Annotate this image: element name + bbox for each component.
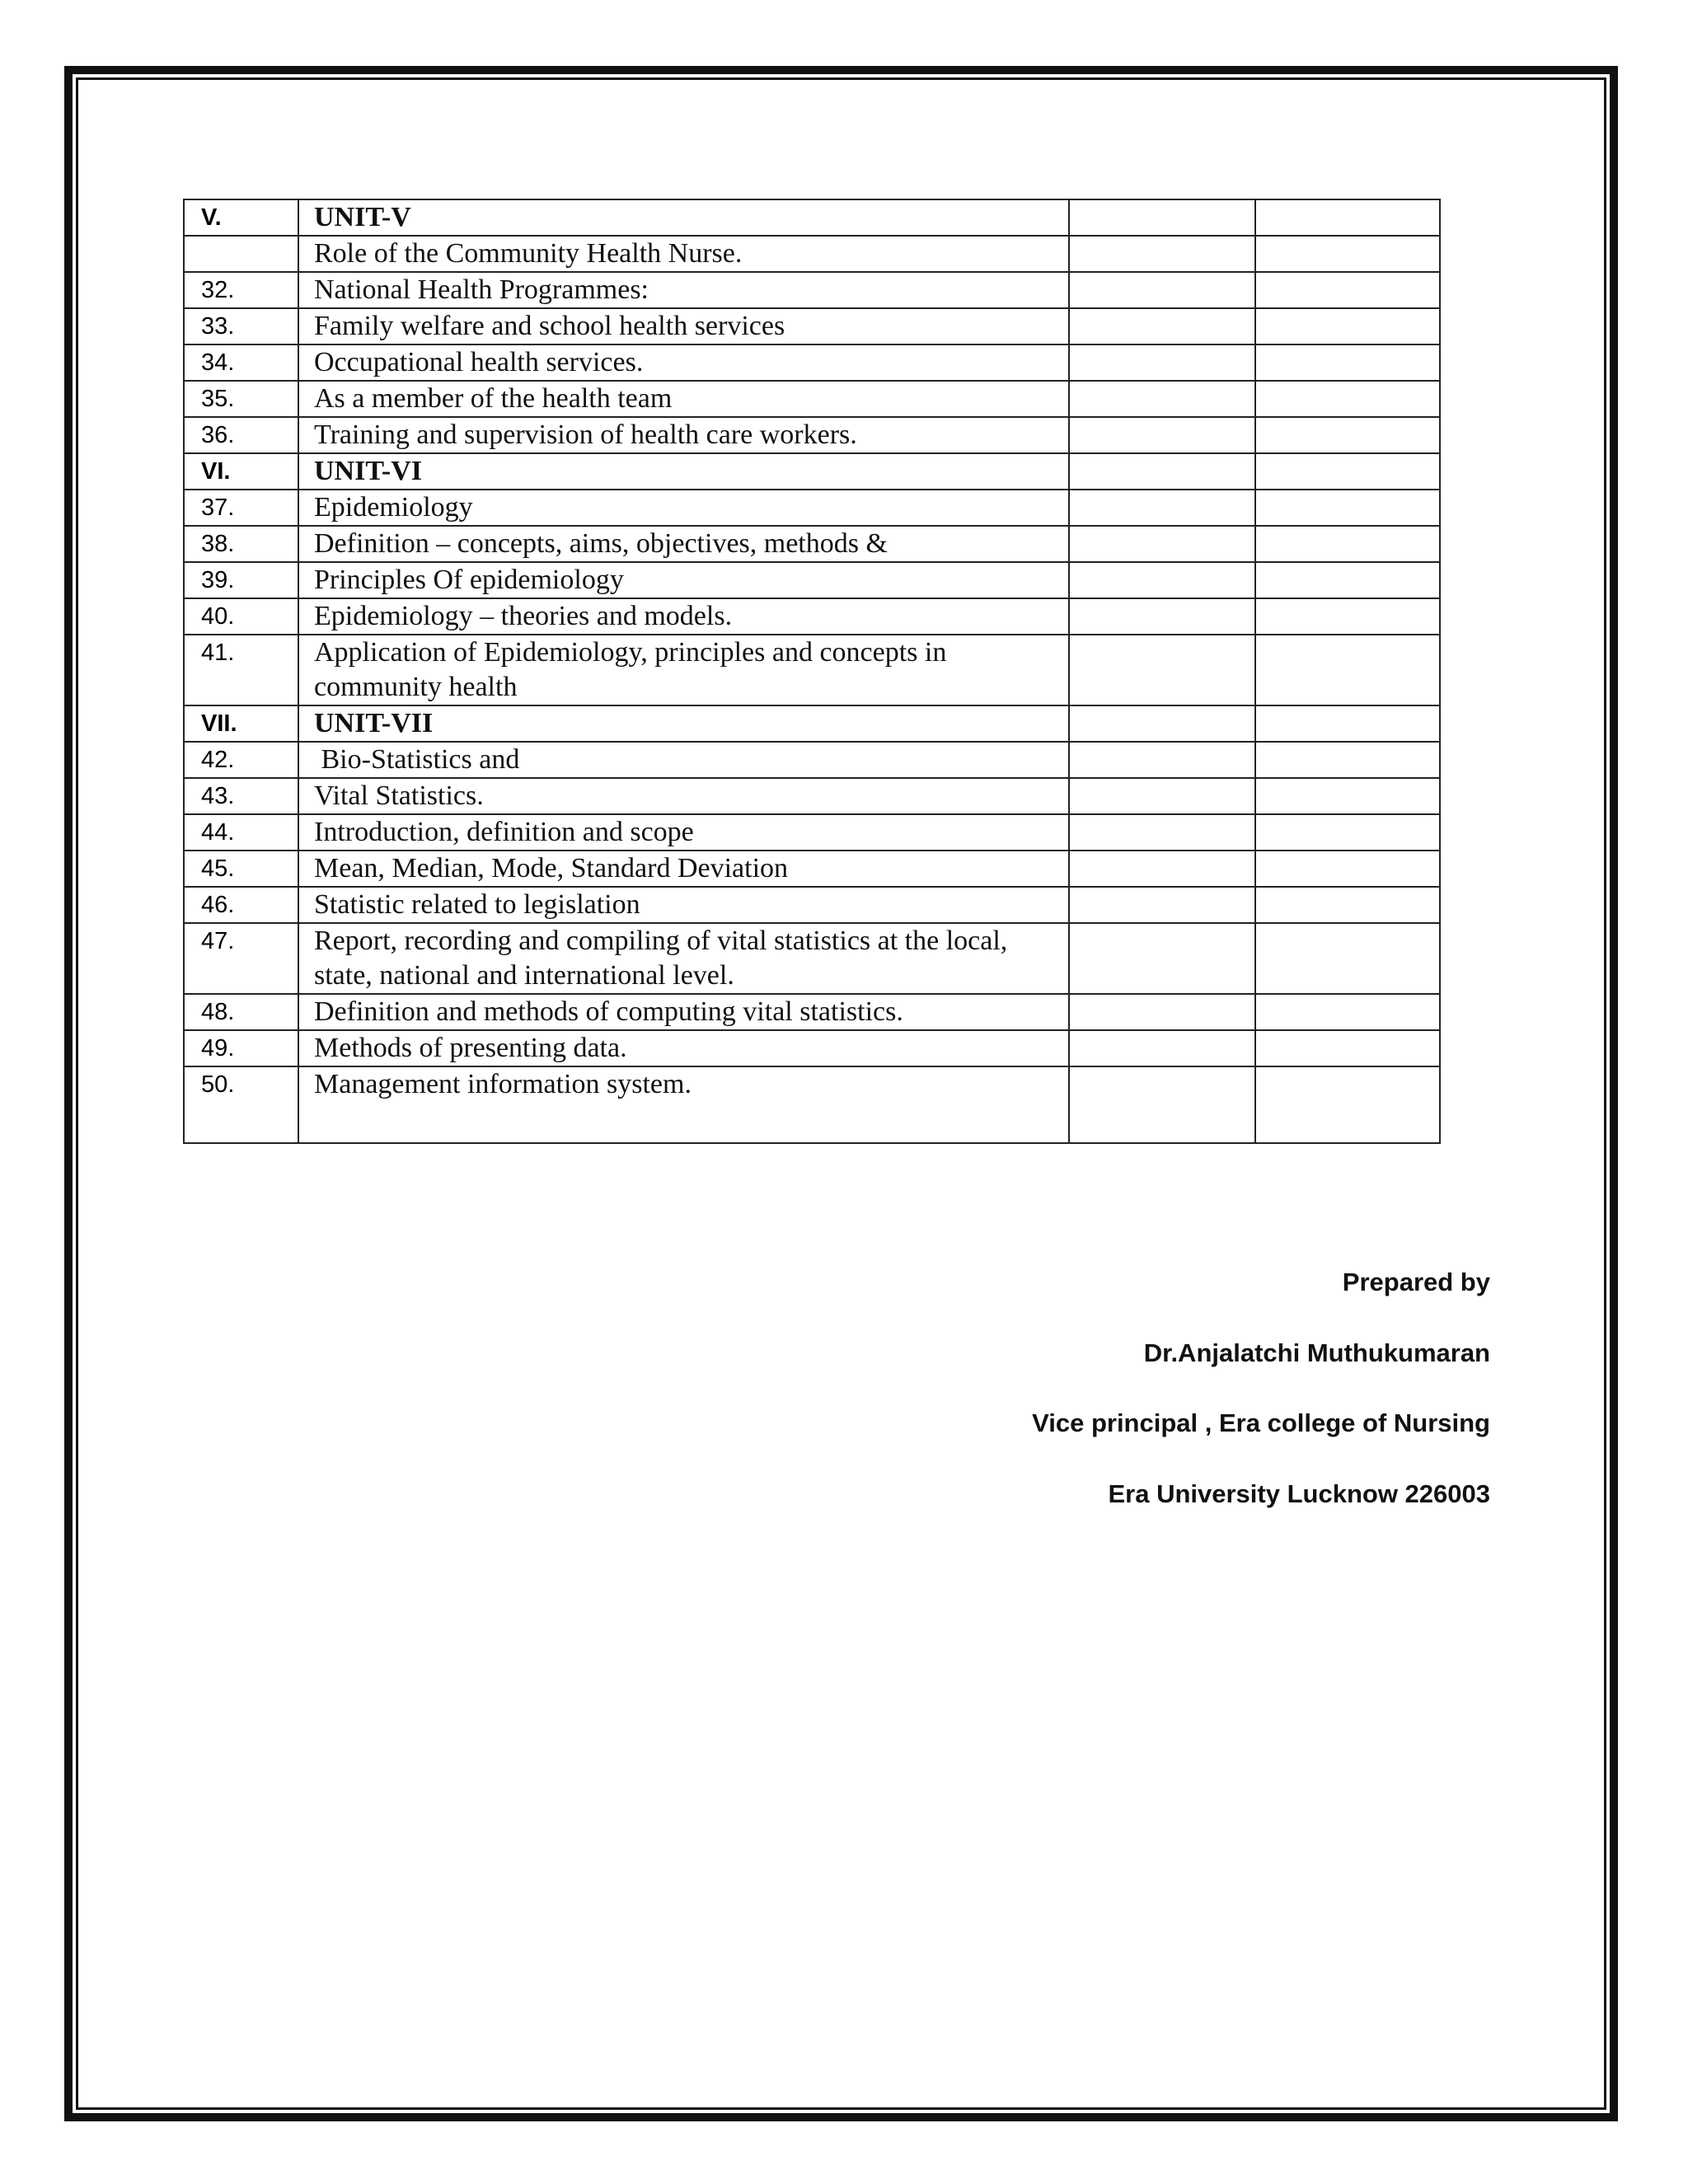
empty-cell [1255, 994, 1440, 1030]
empty-cell [1255, 814, 1440, 851]
empty-cell [1069, 635, 1255, 705]
table-row [184, 814, 1440, 851]
empty-cell [1069, 1030, 1255, 1066]
table-row [184, 490, 1440, 526]
prepared-by-label: Prepared by [1342, 1268, 1490, 1296]
topic-text: Methods of presenting data. [298, 1030, 1069, 1066]
table-row [184, 705, 1440, 742]
syllabus-table [183, 199, 1441, 1144]
table-row [184, 778, 1440, 814]
row-number: 38. [184, 526, 298, 562]
topic-text: Role of the Community Health Nurse. [298, 236, 1069, 272]
empty-cell [1255, 887, 1440, 923]
topic-text: Training and supervision of health care workers. [298, 417, 1069, 453]
empty-cell [1255, 923, 1440, 994]
empty-cell [1255, 308, 1440, 344]
empty-cell [1255, 490, 1440, 526]
topic-text: Introduction, definition and scope [298, 814, 1069, 851]
empty-cell [1255, 381, 1440, 417]
unit-heading: UNIT-V [298, 199, 1069, 236]
empty-cell [1255, 1066, 1440, 1143]
empty-cell [1255, 705, 1440, 742]
row-number: 35. [184, 381, 298, 417]
topic-text: Vital Statistics. [298, 778, 1069, 814]
empty-cell [1069, 526, 1255, 562]
table-row [184, 1066, 1440, 1143]
row-number: VII. [184, 705, 298, 742]
topic-text: As a member of the health team [298, 381, 1069, 417]
table-row [184, 1030, 1440, 1066]
row-number: 40. [184, 598, 298, 635]
topic-text: Report, recording and compiling of vital statistics at the local, state, national and international level. [298, 923, 1069, 994]
row-number: 47. [184, 923, 298, 994]
topic-text: Definition and methods of computing vital statistics. [298, 994, 1069, 1030]
author-address: Era University Lucknow 226003 [1108, 1479, 1490, 1508]
empty-cell [1069, 199, 1255, 236]
table-row [184, 272, 1440, 308]
row-number: 36. [184, 417, 298, 453]
empty-cell [1069, 814, 1255, 851]
unit-heading: UNIT-VII [298, 705, 1069, 742]
empty-cell [1069, 778, 1255, 814]
row-number: 43. [184, 778, 298, 814]
table-row [184, 887, 1440, 923]
empty-cell [1069, 272, 1255, 308]
table-row [184, 923, 1440, 994]
topic-text: Statistic related to legislation [298, 887, 1069, 923]
empty-cell [1255, 742, 1440, 778]
empty-cell [1255, 598, 1440, 635]
empty-cell [1069, 742, 1255, 778]
empty-cell [1069, 923, 1255, 994]
table-row [184, 562, 1440, 598]
empty-cell [1255, 236, 1440, 272]
empty-cell [1069, 994, 1255, 1030]
empty-cell [1255, 526, 1440, 562]
row-number: 45. [184, 851, 298, 887]
table-row [184, 994, 1440, 1030]
row-number: V. [184, 199, 298, 236]
empty-cell [1069, 236, 1255, 272]
topic-text: Epidemiology – theories and models. [298, 598, 1069, 635]
topic-text: National Health Programmes: [298, 272, 1069, 308]
empty-cell [1069, 490, 1255, 526]
empty-cell [1069, 705, 1255, 742]
empty-cell [1255, 851, 1440, 887]
author-position: Vice principal , Era college of Nursing [1032, 1408, 1490, 1437]
empty-cell [1069, 381, 1255, 417]
empty-cell [1069, 417, 1255, 453]
topic-text: Principles Of epidemiology [298, 562, 1069, 598]
empty-cell [1069, 562, 1255, 598]
row-number: 46. [184, 887, 298, 923]
table-row [184, 598, 1440, 635]
row-number: 34. [184, 344, 298, 381]
empty-cell [1255, 778, 1440, 814]
topic-text: Application of Epidemiology, principles and concepts in community health [298, 635, 1069, 705]
empty-cell [1255, 453, 1440, 490]
empty-cell [1069, 1066, 1255, 1143]
topic-text: Bio-Statistics and [298, 742, 1069, 778]
row-number: 44. [184, 814, 298, 851]
empty-cell [1255, 562, 1440, 598]
empty-cell [1255, 1030, 1440, 1066]
table-row [184, 635, 1440, 705]
row-number: 41. [184, 635, 298, 705]
empty-cell [1255, 635, 1440, 705]
row-number: 50. [184, 1066, 298, 1143]
table-row [184, 417, 1440, 453]
table-row [184, 526, 1440, 562]
empty-cell [1069, 344, 1255, 381]
row-number [184, 236, 298, 272]
topic-text: Mean, Median, Mode, Standard Deviation [298, 851, 1069, 887]
empty-cell [1069, 598, 1255, 635]
table-row [184, 344, 1440, 381]
unit-heading: UNIT-VI [298, 453, 1069, 490]
row-number: 37. [184, 490, 298, 526]
empty-cell [1255, 199, 1440, 236]
empty-cell [1255, 344, 1440, 381]
table-row [184, 199, 1440, 236]
empty-cell [1255, 417, 1440, 453]
table-row [184, 236, 1440, 272]
empty-cell [1069, 308, 1255, 344]
table-row [184, 851, 1440, 887]
topic-text: Occupational health services. [298, 344, 1069, 381]
row-number: 33. [184, 308, 298, 344]
row-number: 48. [184, 994, 298, 1030]
table-row [184, 381, 1440, 417]
topic-text: Epidemiology [298, 490, 1069, 526]
table-row [184, 453, 1440, 490]
empty-cell [1069, 453, 1255, 490]
empty-cell [1069, 887, 1255, 923]
table-row [184, 308, 1440, 344]
row-number: VI. [184, 453, 298, 490]
empty-cell [1069, 851, 1255, 887]
topic-text: Definition – concepts, aims, objectives, methods & [298, 526, 1069, 562]
row-number: 42. [184, 742, 298, 778]
author-name: Dr.Anjalatchi Muthukumaran [1143, 1338, 1490, 1367]
row-number: 49. [184, 1030, 298, 1066]
topic-text: Management information system. [298, 1066, 1069, 1143]
topic-text: Family welfare and school health services [298, 308, 1069, 344]
row-number: 39. [184, 562, 298, 598]
table-row [184, 742, 1440, 778]
row-number: 32. [184, 272, 298, 308]
empty-cell [1255, 272, 1440, 308]
